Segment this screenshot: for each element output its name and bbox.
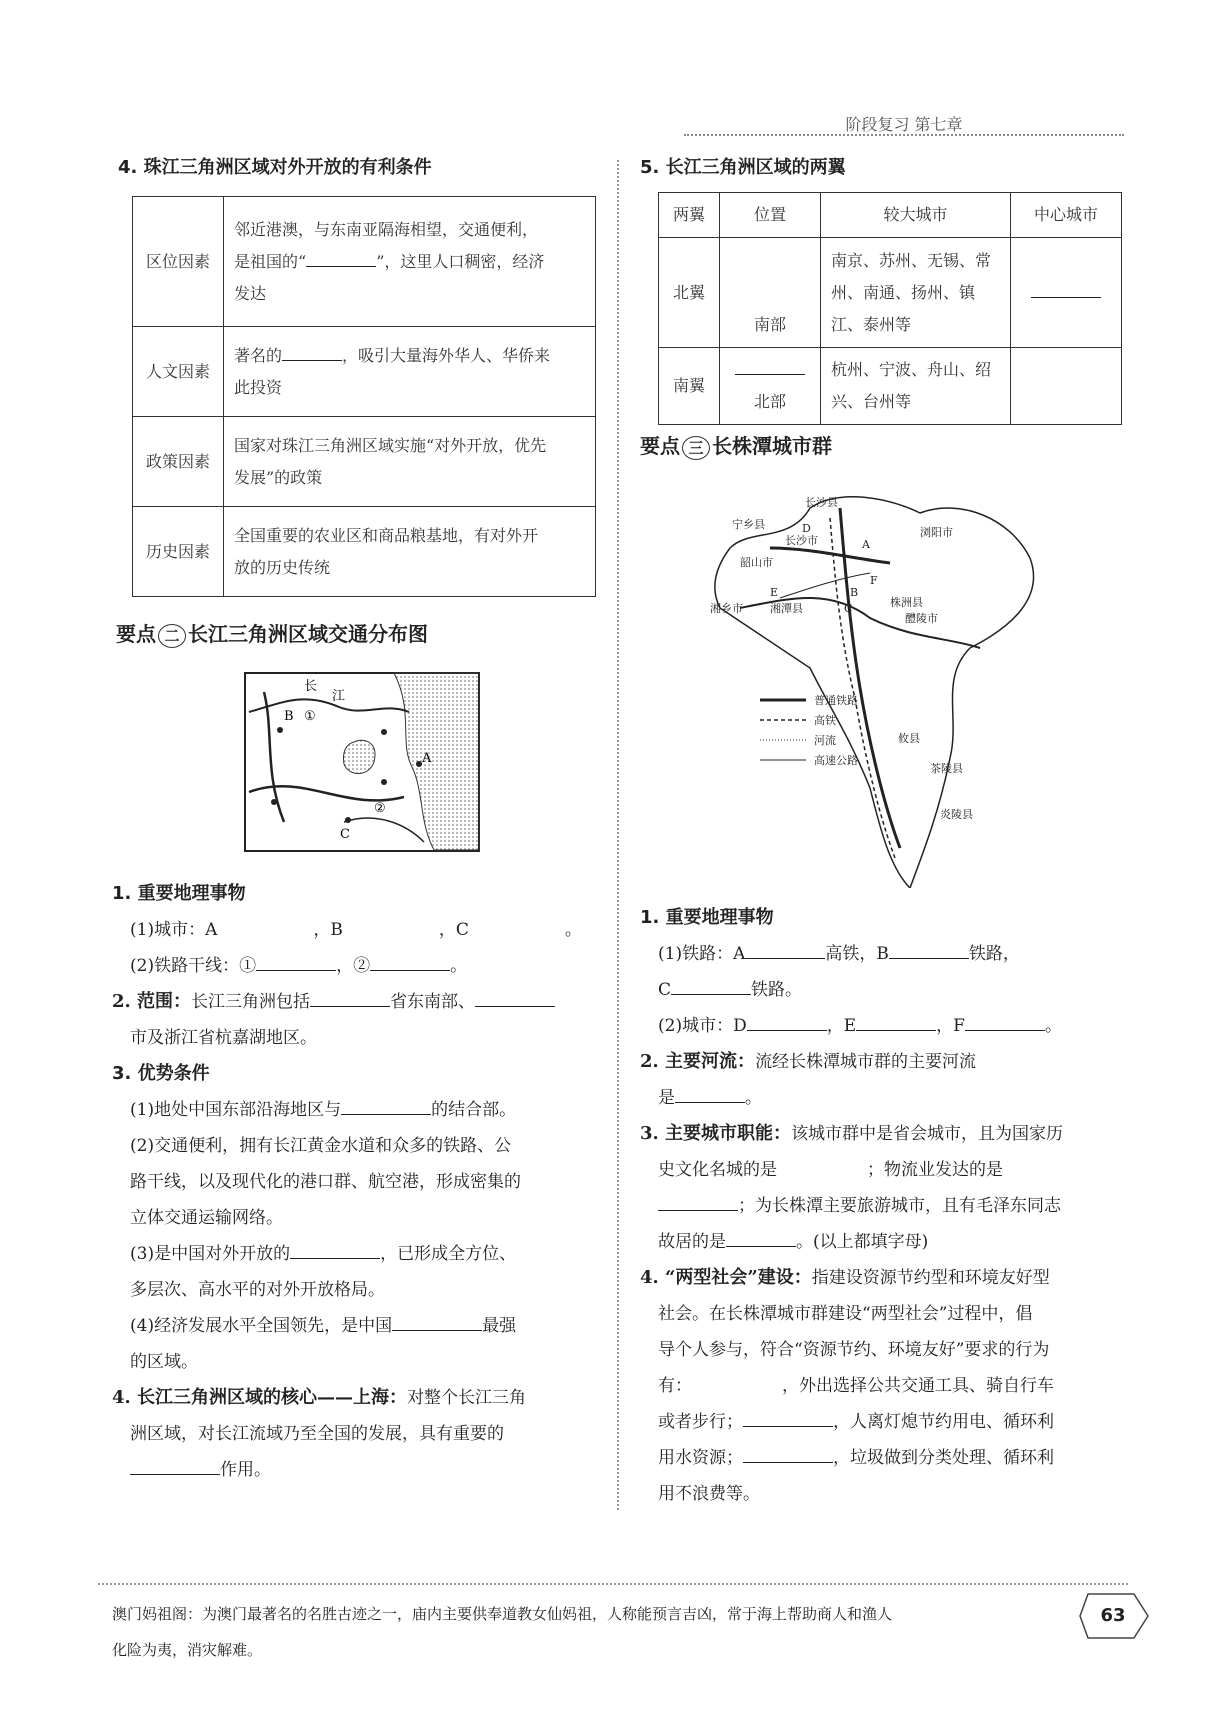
- table-row: [133, 327, 596, 417]
- map2-label: 长沙市: [785, 534, 818, 547]
- content-cell: [224, 327, 596, 417]
- changzhutan-map: [710, 488, 1050, 888]
- text: (4)经济发展水平全国领先，是中国: [130, 1316, 393, 1336]
- center-city-cell: [1011, 238, 1122, 348]
- map1-label: 长: [304, 679, 318, 694]
- cities-cell: [821, 238, 1011, 348]
- map1-city-c: [345, 817, 351, 823]
- legend-label: 高速公路: [814, 754, 858, 767]
- q4-line: 导个人参与，符合“资源节约、环境友好”要求的行为: [658, 1340, 1050, 1360]
- text: 杭州、宁波、舟山、绍: [831, 360, 992, 379]
- text: ，F: [936, 1016, 965, 1036]
- column-divider: [617, 160, 619, 1510]
- answer-blank[interactable]: [743, 1410, 833, 1427]
- q1-line: [640, 936, 1130, 972]
- q1-line: [640, 972, 1130, 1008]
- q4: [112, 1380, 602, 1416]
- page-header: [684, 112, 1124, 136]
- wing-cell: 南翼: [659, 348, 720, 425]
- text: 兴、台州等: [831, 392, 912, 411]
- text: 铁路。: [751, 980, 803, 1000]
- text: 全国重要的农业区和商品粮基地，有对外开: [234, 525, 539, 545]
- q1-title: 1. 重要地理事物: [112, 883, 246, 904]
- text: (1)铁路：A: [658, 944, 746, 964]
- q2-cont: [112, 1020, 602, 1056]
- text: 放的历史传统: [234, 557, 331, 577]
- cities-cell: [821, 348, 1011, 425]
- text: (2)城市：D: [658, 1016, 747, 1036]
- text: 江、泰州等: [831, 314, 912, 334]
- answer-blank[interactable]: [658, 1194, 738, 1211]
- factor-cell: 历史因素: [133, 507, 224, 597]
- answer-blank[interactable]: [745, 942, 825, 959]
- answer-blank[interactable]: [370, 954, 450, 971]
- text: 。: [564, 920, 582, 940]
- q4-line: [112, 1452, 602, 1488]
- text: ，已形成全方位、: [380, 1244, 517, 1264]
- key-point-2: [116, 618, 428, 648]
- q1-line1: [112, 912, 602, 948]
- text: 是祖国的“: [234, 251, 307, 271]
- map2-label: 湘乡市: [710, 602, 743, 615]
- wing-cell: 北翼: [659, 238, 720, 348]
- key-point-number: 三: [682, 436, 710, 460]
- map2-label: 浏阳市: [920, 526, 953, 539]
- answer-blank[interactable]: [341, 1098, 431, 1115]
- text: 史文化名城的是: [658, 1160, 777, 1180]
- q3-line: [112, 1308, 602, 1344]
- map2-label: 醴陵市: [905, 612, 938, 625]
- q3-line: 的区域。: [130, 1352, 198, 1372]
- answer-blank[interactable]: [735, 358, 805, 375]
- text: 是: [658, 1088, 675, 1108]
- footer-line: 化险为夷，消灾解难。: [112, 1641, 263, 1659]
- content-cell: [224, 417, 596, 507]
- q4-line: 用不浪费等。: [658, 1484, 760, 1504]
- factor-cell: 政策因素: [133, 417, 224, 507]
- key-point-title: 长江三角洲区域交通分布图: [188, 622, 428, 646]
- q2: [112, 984, 602, 1020]
- right-questions: [640, 900, 1130, 1512]
- q3-line: 立体交通运输网络。: [130, 1208, 283, 1228]
- text: 对整个长江三角: [407, 1388, 527, 1408]
- answer-blank[interactable]: [726, 1230, 796, 1247]
- factor-cell: 人文因素: [133, 327, 224, 417]
- text: 用水资源；: [658, 1448, 743, 1468]
- position-cell: 南部: [720, 238, 821, 348]
- q4-title: 4. 长江三角洲区域的核心——上海：: [112, 1387, 408, 1408]
- text: 发展”的政策: [234, 467, 323, 487]
- right-section-title: [640, 150, 846, 186]
- col-header: 位置: [720, 193, 821, 238]
- answer-blank[interactable]: [747, 1014, 827, 1031]
- footer-line: 澳门妈祖阁：为澳门最著名的名胜古迹之一，庙内主要供奉道教女仙妈祖，人称能预言吉凶，常于海上帮助商人和渔人: [112, 1605, 893, 1623]
- q4-line: 洲区域，对长江流域乃至全国的发展，具有重要的: [130, 1424, 504, 1444]
- map2-label: A: [862, 538, 870, 551]
- text: ，E: [826, 1016, 857, 1036]
- q4-line: [640, 1368, 1130, 1404]
- col-header: 两翼: [659, 193, 720, 238]
- answer-blank[interactable]: [475, 990, 555, 1007]
- q4-line: 社会。在长株潭城市群建设“两型社会”过程中，倡: [658, 1304, 1033, 1324]
- text: 市及浙江省杭嘉湖地区。: [130, 1028, 317, 1048]
- key-point-title: 长株潭城市群: [712, 434, 832, 458]
- text: 指建设资源节约型和环境友好型: [811, 1268, 1050, 1288]
- map2-label: C: [844, 602, 853, 615]
- q2-title: 2. 主要河流：: [640, 1051, 756, 1072]
- text: 。: [745, 1088, 762, 1108]
- map2-label: 宁乡县: [732, 518, 765, 531]
- map2-label: F: [870, 574, 878, 587]
- q3-line: 多层次、高水平的对外开放格局。: [130, 1280, 385, 1300]
- text: 邻近港澳，与东南亚隔海相望，交通便利，: [234, 219, 539, 239]
- q3-line: [112, 1236, 602, 1272]
- footer-rule: [98, 1583, 1128, 1585]
- q3-line: 路干线，以及现代化的港口群、航空港，形成密集的: [130, 1172, 521, 1192]
- text: ，垃圾做到分类处理、循环利: [833, 1448, 1054, 1468]
- map2-label: 株洲县: [890, 596, 923, 609]
- answer-blank[interactable]: [856, 1014, 936, 1031]
- text: (1)城市：A: [130, 920, 218, 940]
- text: 。: [1044, 1016, 1062, 1036]
- text: 发达: [234, 283, 267, 303]
- map2-label: B: [850, 586, 859, 599]
- answer-blank[interactable]: [1031, 281, 1101, 298]
- footer-note: [112, 1596, 1072, 1668]
- text: ；物流业发达的是: [867, 1160, 1003, 1180]
- table-row: [659, 348, 1122, 425]
- text: 高铁，B: [825, 944, 889, 964]
- header-text: 阶段复习 第七章: [845, 115, 963, 134]
- text: 有：: [658, 1376, 692, 1396]
- text: 或者步行；: [658, 1412, 743, 1432]
- key-point-3: [640, 430, 832, 460]
- map2-label: 长沙县: [805, 496, 838, 509]
- section-5-title: 5. 长江三角洲区域的两翼: [640, 157, 846, 178]
- map1-label: 江: [332, 689, 346, 704]
- map1-label: ①: [304, 709, 316, 724]
- map2-label: D: [802, 522, 811, 535]
- answer-blank[interactable]: [310, 990, 390, 1007]
- q3-title: 3. 优势条件: [112, 1063, 210, 1084]
- left-questions: [112, 876, 602, 1488]
- answer-blank[interactable]: [889, 942, 969, 959]
- text: 著名的: [234, 345, 283, 365]
- text: 此投资: [234, 377, 283, 397]
- page-number: 63: [1100, 1605, 1126, 1626]
- text: ，②: [336, 956, 371, 976]
- yangtze-wings-table: [658, 192, 1122, 425]
- q3: [640, 1116, 1130, 1152]
- q3-line: [640, 1152, 1130, 1188]
- q3-line: (2)交通便利，拥有长江黄金水道和众多的铁路、公: [130, 1136, 512, 1156]
- text: C: [658, 980, 672, 1000]
- yangtze-delta-map: [244, 672, 480, 852]
- text: ，B: [313, 920, 343, 940]
- q4-line: [640, 1440, 1130, 1476]
- legend-label: 河流: [814, 734, 836, 747]
- pearl-delta-table: [132, 196, 596, 597]
- left-section-title: [118, 150, 432, 186]
- answer-blank[interactable]: [675, 1086, 745, 1103]
- text: ，吸引大量海外华人、华侨来: [342, 345, 551, 365]
- text: 。(以上都填字母): [796, 1232, 929, 1252]
- answer-blank[interactable]: [965, 1014, 1045, 1031]
- text: (3)是中国对外开放的: [130, 1244, 291, 1264]
- map2-label: 攸县: [898, 732, 920, 745]
- text: 省东南部、: [390, 992, 476, 1012]
- legend-label: 高铁: [814, 714, 836, 727]
- table-row: [133, 507, 596, 597]
- q4-title: 4. “两型社会”建设：: [640, 1267, 812, 1288]
- text: 作用。: [220, 1460, 271, 1480]
- q3-line: [640, 1188, 1130, 1224]
- table-row: [133, 417, 596, 507]
- q3-title: 3. 主要城市职能：: [640, 1123, 792, 1144]
- map1-label: A: [422, 751, 432, 766]
- table-header-row: [659, 193, 1122, 238]
- text: (2)铁路干线：①: [130, 956, 257, 976]
- q3-line: [112, 1092, 602, 1128]
- text: 最强: [482, 1316, 517, 1336]
- text: ，人离灯熄节约用电、循环利: [833, 1412, 1054, 1432]
- q2-cont: [640, 1080, 1130, 1116]
- q3-line: [640, 1224, 1130, 1260]
- text: ；为长株潭主要旅游城市，且有毛泽东同志: [738, 1196, 1061, 1216]
- text: 流经长株潭城市群的主要河流: [755, 1052, 977, 1072]
- text: (1)地处中国东部沿海地区与: [130, 1100, 342, 1120]
- map2-label: 湘潭县: [770, 602, 803, 615]
- center-city-cell: [1011, 348, 1122, 425]
- content-cell: [224, 507, 596, 597]
- text: 的结合部。: [431, 1100, 517, 1120]
- text: 南京、苏州、无锡、常: [831, 250, 992, 270]
- table-row: [133, 197, 596, 327]
- text: 该城市群中是省会城市，且为国家历: [791, 1124, 1064, 1144]
- map2-label: E: [770, 586, 779, 599]
- key-point-number: 二: [158, 624, 186, 648]
- q2: [640, 1044, 1130, 1080]
- answer-blank[interactable]: [392, 1314, 482, 1331]
- col-header: 较大城市: [821, 193, 1011, 238]
- table-row: [659, 238, 1122, 348]
- answer-blank[interactable]: [290, 1242, 380, 1259]
- q4-line: [640, 1404, 1130, 1440]
- text: 国家对珠江三角洲区域实施“对外开放，优先: [234, 435, 547, 455]
- text: 北部: [753, 392, 786, 411]
- text: 州、南通、扬州、镇: [831, 282, 976, 302]
- map1-label: ②: [374, 801, 386, 816]
- text: 。: [450, 956, 468, 976]
- q1-title: 1. 重要地理事物: [640, 907, 774, 928]
- text: ”，这里人口稠密，经济: [376, 251, 545, 271]
- position-cell: [720, 348, 821, 425]
- key-point-prefix: 要点: [640, 434, 680, 458]
- map2-label: 茶陵县: [930, 762, 963, 775]
- key-point-prefix: 要点: [116, 622, 156, 646]
- text: ，外出选择公共交通工具、骑自行车: [782, 1376, 1054, 1396]
- text: 长江三角洲包括: [191, 992, 311, 1012]
- map1-label: C: [340, 827, 350, 842]
- col-header: 中心城市: [1011, 193, 1122, 238]
- section-4-title: 4. 珠江三角洲区域对外开放的有利条件: [118, 157, 432, 178]
- answer-blank[interactable]: [282, 344, 342, 361]
- factor-cell: 区位因素: [133, 197, 224, 327]
- map2-label: 韶山市: [740, 556, 773, 569]
- content-cell: [224, 197, 596, 327]
- answer-blank[interactable]: [306, 250, 376, 267]
- q4: [640, 1260, 1130, 1296]
- q2-title: 2. 范围：: [112, 991, 192, 1012]
- answer-blank[interactable]: [256, 954, 336, 971]
- answer-blank[interactable]: [671, 978, 751, 995]
- answer-blank[interactable]: [130, 1458, 220, 1475]
- text: 铁路，: [968, 944, 1020, 964]
- map1-label: B: [284, 709, 294, 724]
- legend-label: 普通铁路: [814, 694, 858, 707]
- text: 故居的是: [658, 1232, 726, 1252]
- map1-city-b: [277, 727, 283, 733]
- q1-line2: [112, 948, 602, 984]
- map2-label: 炎陵县: [940, 808, 973, 821]
- text: ，C: [438, 920, 469, 940]
- answer-blank[interactable]: [743, 1446, 833, 1463]
- q1-line: [640, 1008, 1130, 1044]
